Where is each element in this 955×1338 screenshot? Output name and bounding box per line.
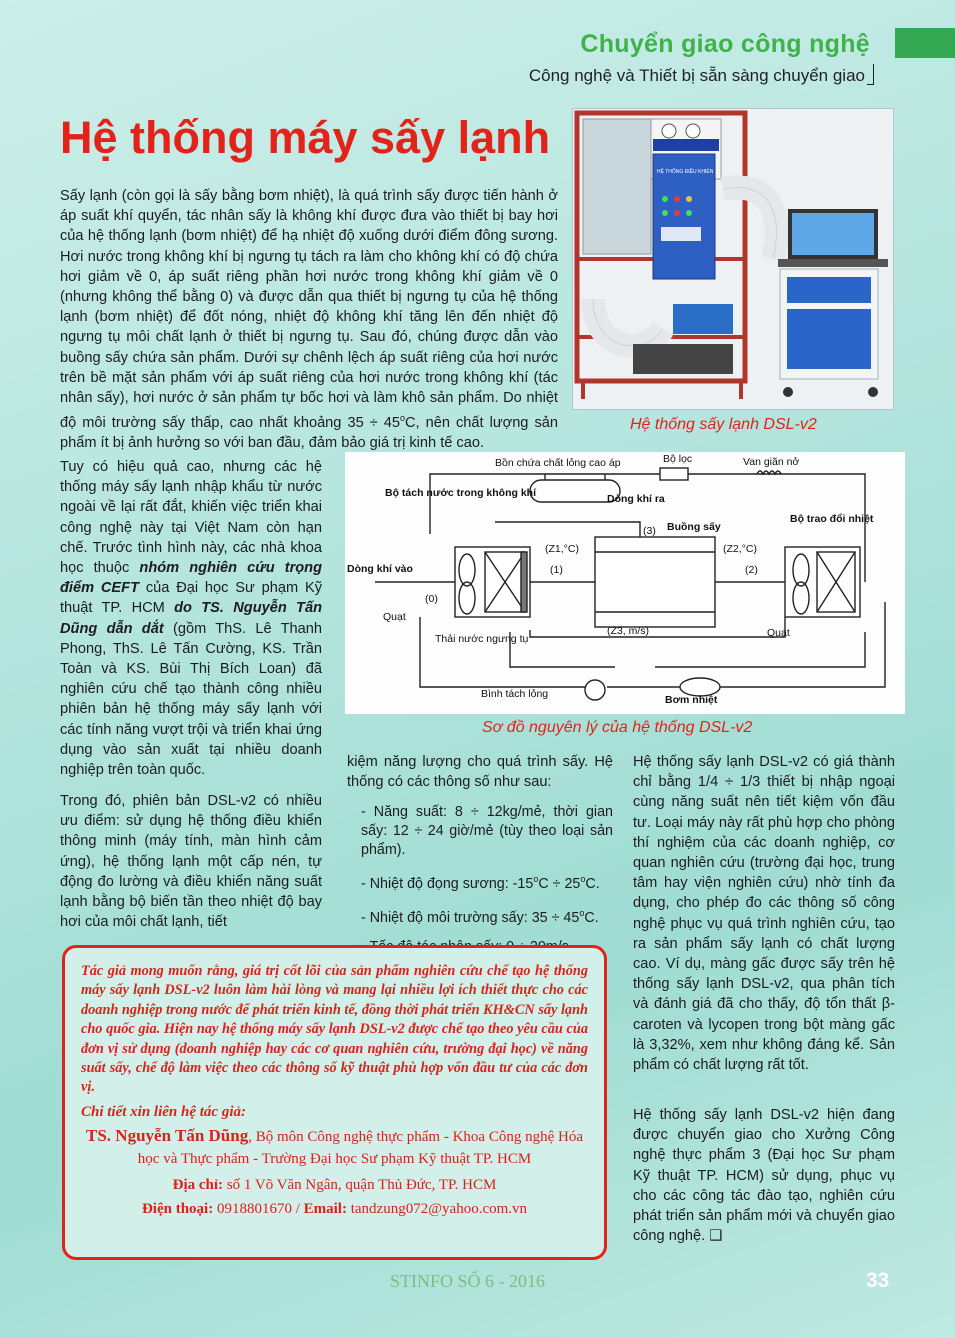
label-exchanger: Bộ trao đổi nhiệt [790, 513, 874, 525]
col1-paragraph-1 [60, 457, 322, 780]
label-fan-left: Quạt [383, 611, 406, 623]
spec-list [347, 803, 613, 967]
spec-text: - Nhiệt độ đọng sương: -15 [361, 875, 534, 892]
intro-text-end: C, nên chất lượng sản phẩm ít bị ảnh hưởng so với ban đầu, đảm bảo giá trị kinh tế cao. [60, 415, 558, 452]
contact-heading: Chi tiết xin liên hệ tác giả: [81, 1103, 247, 1120]
label-point-0: (0) [425, 593, 438, 605]
text-run: (gồm ThS. Lê Thanh Phong, ThS. Lê Tấn Cường, KS. Trần Toàn và KS. Bùi Thị Bích Loan) đã nghiên cứu chế tạo thành công nhiều phiên bản hệ thống máy sấy lạnh với các tính năng vượt trội và triển khai ứng dụng vào sản xuất tại nhiều doanh nghiệp trên toàn quốc. [60, 620, 323, 779]
spec-text: C. [584, 909, 599, 926]
col3-paragraph-2 [633, 1105, 895, 1246]
col3-paragraph-1: Hệ thống sấy lạnh DSL-v2 có giá thành chỉ bằng 1/4 ÷ 1/3 thiết bị nhập ngoại cùng năng suất nên tiết kiệm vốn đầu tư. Loại máy này rất phù hợp cho phòng thí nghiệm của các doanh nghiệp, cơ quan nghiên cứu (trường đại học, trung tâm hay viện nghiên cứu) nhờ tính đa dụng, cho phép đo các thông số công nghệ phục vụ quá trình nghiên cứu, tạo ra sản phẩm sấy lạnh có chất lượng cao. Ví dụ, màng gấc được sấy trên hệ thống sấy lạnh DSL-v2, qua phân tích và đánh giá đã cho thấy, độ tổn thất β-caroten và lycopen trong bột màng gấc là 3,32%, xem như không đáng kể. Sản phẩm có chất lượng rất tốt. [633, 754, 895, 1074]
contact-phone-email [81, 1198, 588, 1220]
spec-text: C. [585, 875, 600, 892]
page-number: 33 [866, 1269, 890, 1292]
contact-address [81, 1174, 588, 1196]
spec-capacity [347, 803, 613, 860]
label-fan-right: Quạt [767, 627, 790, 639]
end-mark-icon: ❑ [709, 1228, 723, 1245]
label-airflow-in: Dòng khí vào [347, 563, 413, 575]
person-affiliation: , Bộ môn Công nghệ thực phẩm - Khoa Công nghệ Hóa học và Thực phẩm - Trường Đại học Sư phạm Kỹ thuật TP. HCM [137, 1128, 583, 1167]
col1-paragraph-2: Trong đó, phiên bản DSL-v2 có nhiều ưu điểm: sử dụng hệ thống điều khiển thông minh (máy tính, màn hình cảm ứng), hệ thống lạnh một cấp nén, tự động đo lường và điều khiển năng suất lạnh bằng bộ biến tần theo nhiệt độ bay hơi của môi chất lạnh, tiết [60, 793, 322, 931]
degree-mark: o [580, 874, 586, 884]
label-pump: Bơm nhiệt [665, 694, 718, 706]
schematic-svg [345, 452, 905, 714]
email-link[interactable]: tandzung072@yahoo.com.vn [346, 1200, 528, 1217]
label-airflow-out: Dòng khí ra [607, 493, 665, 505]
col2-paragraph: kiệm năng lượng cho quá trình sấy. Hệ thống có các thông số như sau: [347, 754, 613, 791]
phone-label: Điện thoại: [141, 1200, 214, 1217]
text-run: của Đại học Sư phạm Kỹ thuật TP. HCM [60, 580, 322, 617]
article-title: Hệ thống máy sấy lạnh [60, 112, 551, 163]
diagram-caption: Sơ đồ nguyên lý của hệ thống DSL-v2 [482, 719, 753, 736]
label-filter: Bộ lọc [663, 453, 693, 465]
subtitle-corner-mark [867, 64, 874, 85]
spec-text: C ÷ 25 [538, 875, 581, 892]
label-chamber: Buồng sấy [667, 521, 721, 533]
label-separator: Bộ tách nước trong không khí [385, 487, 536, 499]
panel-label: HỆ THỐNG ĐIỀU KHIỂN [657, 169, 714, 175]
intro-text: Sấy lạnh (còn gọi là sấy bằng bơm nhiệt), là quá trình sấy được tiến hành ở áp suất khí quyển, tác nhân sấy là không khí được đưa vào thiết bị bay hơi của hệ thống lạnh (bơm nhiệt) để hạ nhiệt độ xuống dưới điểm đông sương. Hơi nước trong không khí bị ngưng tụ tách ra làm cho không khí có độ chứa hơi giảm về 0, áp suất riêng phần hơi nước trong không khí giảm về 0 (nhưng không thể bằng 0) và được dẫn qua thiết bị ngưng tụ của hệ thống lạnh (bơm nhiệt) để đốt nóng, nhiệt độ không khí tăng lên đến nhiệt độ ngưng tụ môi chất lạnh ở thiết bị ngưng tụ. Sau đó, chúng được dẫn vào buồng sấy chứa sản phẩm. Dưới sự chênh lệch áp suất riêng của hơi nước trên bề mặt sản phẩm với áp suất riêng của hơi nước trong không khí (tác nhân sấy), hơi nước ở sản phẩm tự bốc hơi và làm khô sản phẩm. Do nhiệt độ môi trường sấy thấp, cao nhất khoảng 35 ÷ 45 [60, 188, 558, 432]
section-color-bar [895, 28, 955, 58]
section-subtitle: Công nghệ và Thiết bị sẵn sàng chuyển giao [528, 66, 865, 85]
person-name: TS. Nguyễn Tấn Dũng [86, 1125, 249, 1145]
author-quote: Tác giả mong muốn rằng, giá trị cốt lõi của sản phẩm nghiên cứu chế tạo hệ thống máy sấy lạnh DSL-v2 luôn làm hài lòng và mang lại nhiều lợi ích thiết thực cho các doanh nghiệp trong nước để phát triển kinh tế, đồng thời phát triển KH&CN sấy lạnh cho quốc gia. Hiện nay hệ thống máy sấy lạnh DSL-v2 được chế tạo theo yêu cầu của đơn vị sử dụng (doanh nghiệp hay các cơ quan nghiên cứu, trường đại học) về năng suất sấy, chế độ làm việc theo các thông số kỹ thuật phù hợp vốn đầu tư của các đơn vị. [81, 963, 588, 1096]
label-point-1: (1) [550, 564, 563, 576]
label-z1: (Z1,°C) [545, 543, 579, 555]
leader-emphasis: do TS. Nguyễn Tấn Dũng dẫn dắt [60, 600, 323, 637]
label-drain: Thải nước ngưng tụ [435, 633, 529, 645]
label-liquid-separator: Bình tách lỏng [481, 688, 549, 700]
magazine-issue: STINFO SỐ 6 - 2016 [390, 1271, 546, 1291]
label-valve: Van giãn nở [743, 456, 800, 468]
spec-dew-point [347, 870, 613, 894]
contact-person [81, 1125, 588, 1170]
phone-value: 0918801670 / [213, 1200, 304, 1217]
intro-paragraph [60, 186, 558, 454]
research-group-emphasis: nhóm nghiên cứu trọng điểm CEFT [60, 560, 322, 597]
schematic-diagram [345, 452, 905, 714]
degree-mark: o [399, 413, 405, 424]
label-point-2: (2) [745, 564, 758, 576]
degree-mark: o [533, 874, 539, 884]
label-z2: (Z2,°C) [723, 543, 757, 555]
spec-text: - Nhiệt độ môi trường sấy: 35 ÷ 45 [361, 909, 580, 926]
label-z3: (Z3, m/s) [607, 625, 649, 637]
contact-box [62, 945, 607, 1260]
label-tank: Bồn chứa chất lỏng cao áp [495, 457, 621, 469]
section-title: Chuyển giao công nghệ [580, 30, 870, 58]
degree-mark: o [579, 907, 585, 918]
address-label: Địa chỉ: [172, 1176, 224, 1193]
product-photo [572, 108, 894, 410]
email-label: Email: [303, 1200, 347, 1217]
spec-text: - Năng suất: 8 ÷ 12kg/mẻ, thời gian sấy: 12 ÷ 24 giờ/mẻ (tùy theo loại sản phẩm). [361, 804, 613, 858]
photo-caption: Hệ thống sấy lạnh DSL-v2 [630, 416, 817, 433]
text-run: Hệ thống sấy lạnh DSL-v2 hiện đang được chuyển giao cho Xưởng Công nghệ thực phẩm 3 (Đại học Sư phạm Kỹ thuật TP. HCM) sử dụng, phục vụ cho các công tác đào tạo, nghiên cứu phát triển sản phẩm mới và chuyển giao công nghệ. [633, 1107, 895, 1245]
spec-drying-temp [347, 904, 613, 928]
address-value: số 1 Võ Văn Ngân, quận Thủ Đức, TP. HCM [223, 1176, 497, 1193]
text-run: Tuy có hiệu quả cao, nhưng các hệ thống máy sấy lạnh nhập khẩu từ nước ngoài về lại rất đắt, khiến việc triển khai công nghệ này tại Việt Nam còn hạn chế. Trước tình hình này, các nhà khoa học thuộc [60, 459, 322, 577]
dryer-machine-illustration [573, 109, 893, 409]
label-point-3: (3) [643, 525, 656, 537]
